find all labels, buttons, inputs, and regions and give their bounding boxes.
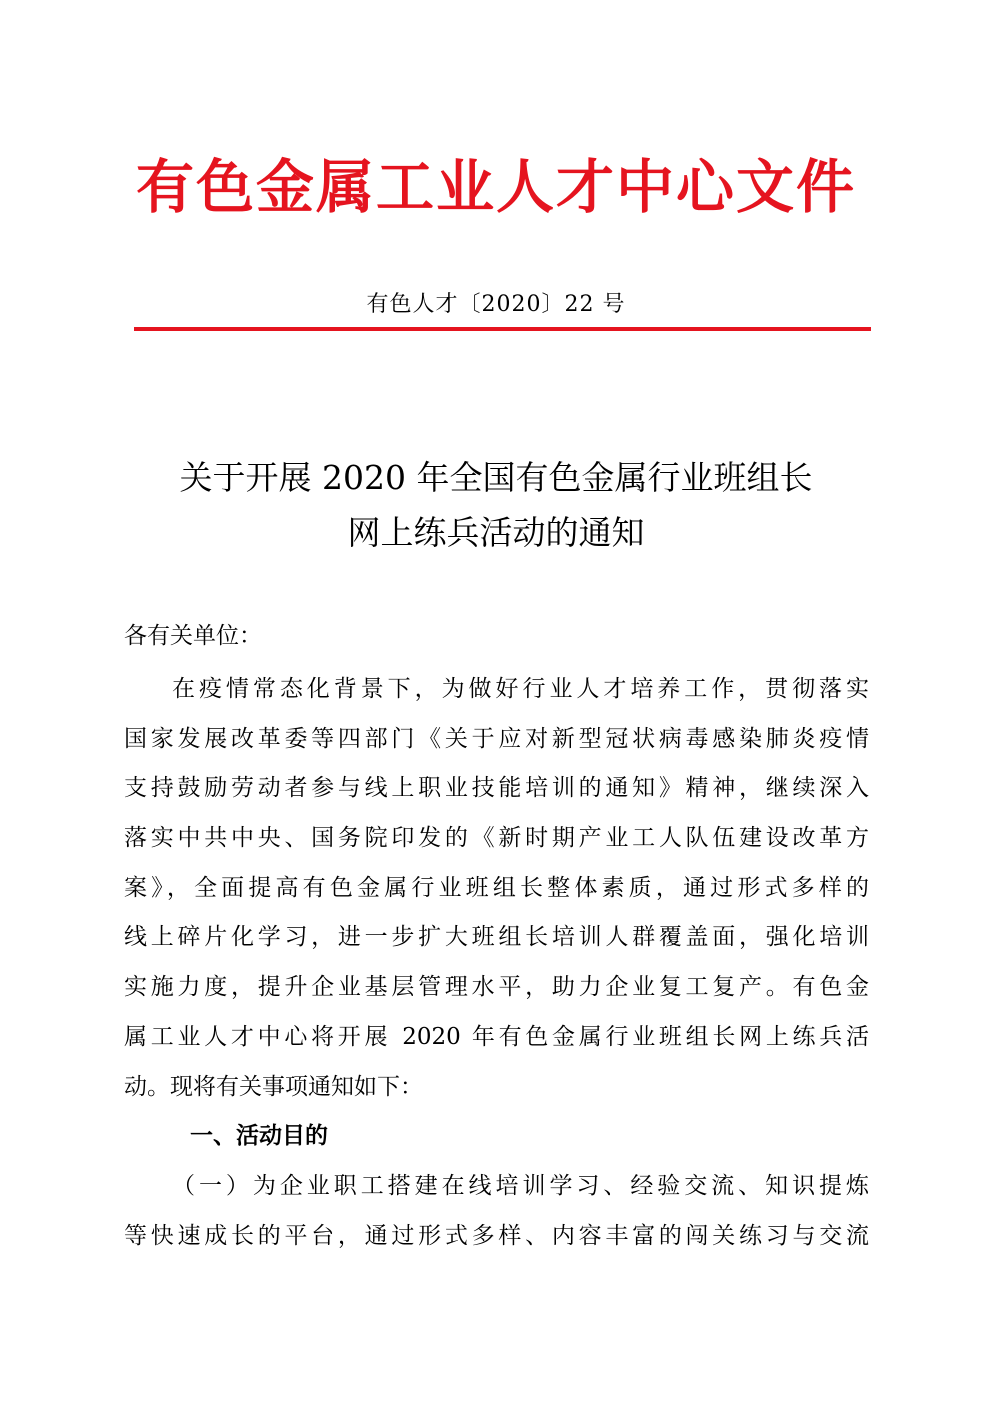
document-number: 有色人才〔2020〕22 号 xyxy=(366,292,626,317)
paragraph-line: 等快速成长的平台，通过形式多样、内容丰富的闯关练习与交流 xyxy=(124,1222,869,1249)
header-red-rule xyxy=(134,327,871,331)
paragraph-line: 支持鼓励劳动者参与线上职业技能培训的通知》精神，继续深入 xyxy=(124,775,869,802)
paragraph-line: 线上碎片化学习，进一步扩大班组长培训人群覆盖面，强化培训 xyxy=(124,924,869,951)
paragraph-line: 落实中共中央、国务院印发的《新时期产业工人队伍建设改革方 xyxy=(124,825,869,852)
salutation: 各有关单位： xyxy=(124,623,262,649)
paragraph-line: 属工业人才中心将开展 2020 年有色金属行业班组长网上练兵活 xyxy=(124,1023,869,1050)
notice-title-line: 关于开展 2020 年全国有色金属行业班组长 xyxy=(179,458,813,497)
document-header-title: 有色金属工业人才中心文件 xyxy=(135,153,856,221)
paragraph-line: 案》，全面提高有色金属行业班组长整体素质，通过形式多样的 xyxy=(124,874,869,901)
notice-title-line: 网上练兵活动的通知 xyxy=(347,513,645,552)
body-text xyxy=(124,665,869,1261)
paragraph-line: （一）为企业职工搭建在线培训学习、经验交流、知识提炼 xyxy=(172,1172,869,1199)
notice-title xyxy=(0,450,992,560)
section-heading: 一、活动目的 xyxy=(190,1123,328,1150)
paragraph-line: 在疫情常态化背景下，为做好行业人才培养工作，贯彻落实 xyxy=(172,676,869,702)
paragraph-line: 动。现将有关事项通知如下： xyxy=(124,1073,423,1100)
paragraph-line: 国家发展改革委等四部门《关于应对新型冠状病毒感染肺炎疫情 xyxy=(124,725,869,752)
paragraph-line: 实施力度，提升企业基层管理水平，助力企业复工复产。有色金 xyxy=(124,974,869,1001)
